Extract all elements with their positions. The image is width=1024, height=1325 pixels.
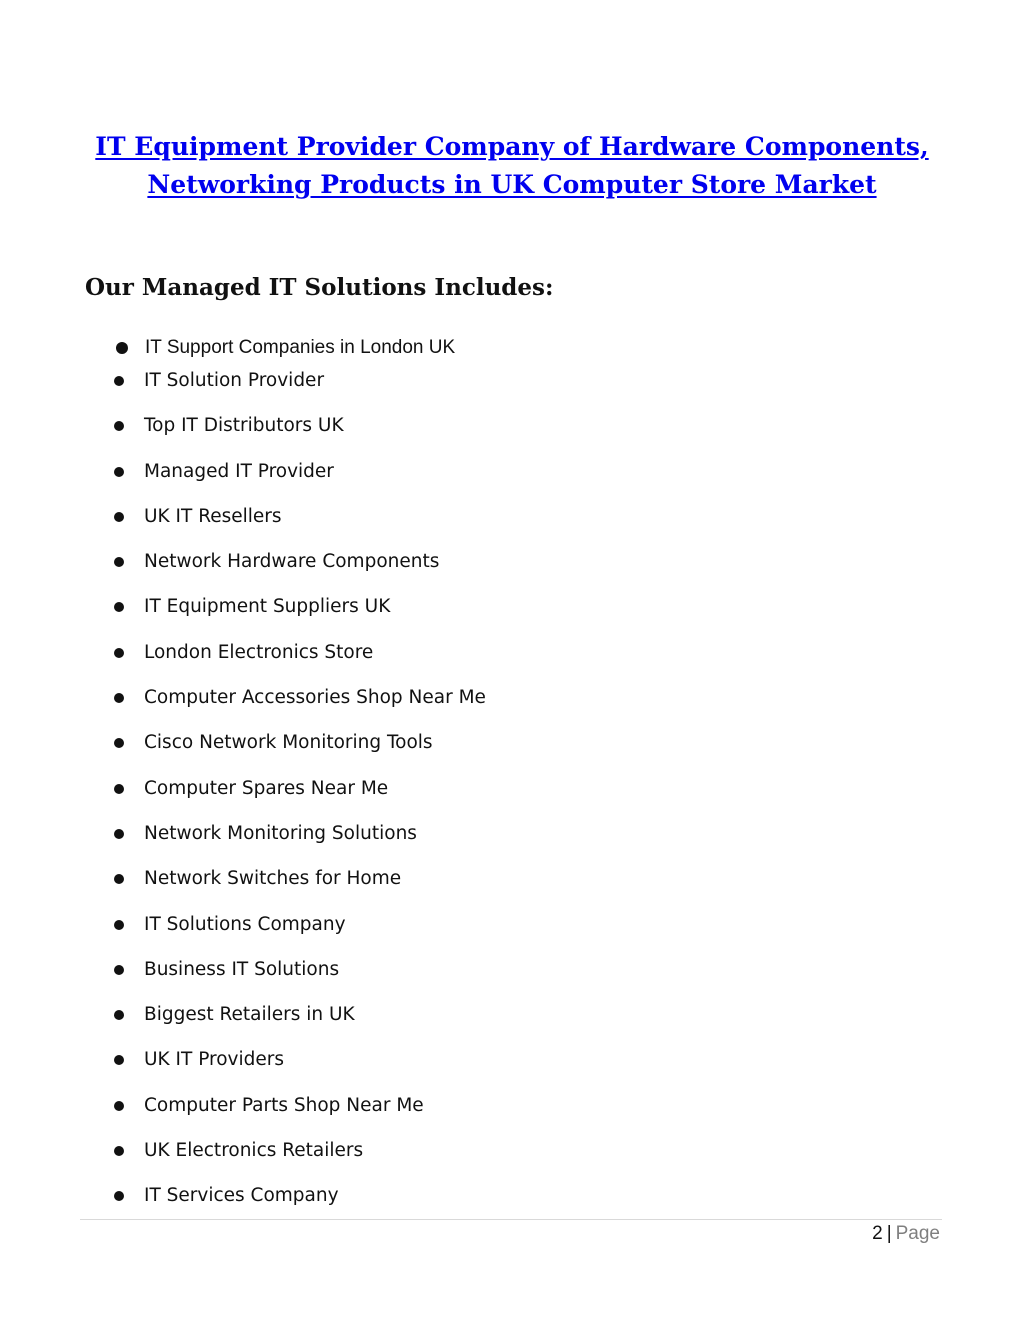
list-item-label: UK IT Resellers	[144, 505, 282, 527]
title-line-1: IT Equipment Provider Company of Hardware Components,	[95, 132, 929, 161]
page-number	[872, 1221, 940, 1247]
bullet-icon	[114, 1146, 124, 1156]
title-link[interactable]	[95, 128, 928, 204]
footer-divider	[80, 1219, 942, 1220]
bullet-icon	[114, 784, 124, 794]
list-item	[114, 638, 486, 683]
list-item-label: Computer Accessories Shop Near Me	[144, 687, 486, 709]
list-item	[114, 910, 486, 955]
list-item-label: UK Electronics Retailers	[144, 1140, 364, 1162]
page-number-value: 2	[872, 1223, 883, 1244]
bullet-icon	[114, 602, 124, 612]
list-item-label: IT Equipment Suppliers UK	[144, 596, 391, 618]
bullet-icon	[114, 920, 124, 930]
bullet-icon	[116, 342, 128, 354]
list-item	[114, 1045, 486, 1090]
solutions-list	[114, 366, 486, 1227]
list-item	[114, 1000, 486, 1045]
bullet-icon	[114, 874, 124, 884]
list-item	[114, 728, 486, 773]
bullet-icon	[114, 1055, 124, 1065]
list-item-label: Network Hardware Components	[144, 551, 440, 573]
bullet-icon	[114, 512, 124, 522]
list-item	[114, 774, 486, 819]
bullet-icon	[114, 965, 124, 975]
list-item-label: Computer Parts Shop Near Me	[144, 1094, 424, 1116]
list-item	[114, 1136, 486, 1181]
list-item-label: UK IT Providers	[144, 1049, 284, 1071]
section-heading: Our Managed IT Solutions Includes:	[85, 274, 554, 301]
list-item-label: London Electronics Store	[144, 641, 374, 663]
bullet-icon	[114, 467, 124, 477]
title-line-2: Networking Products in UK Computer Store Market	[147, 170, 877, 199]
list-item	[114, 457, 486, 502]
list-item-label: Network Switches for Home	[144, 868, 402, 890]
bullet-icon	[114, 648, 124, 658]
list-item-label: Managed IT Provider	[144, 460, 334, 482]
list-item	[114, 864, 486, 909]
list-item	[114, 955, 486, 1000]
list-item	[114, 683, 486, 728]
list-item-label: Business IT Solutions	[144, 958, 340, 980]
bullet-icon	[114, 1010, 124, 1020]
list-item-label: Biggest Retailers in UK	[144, 1004, 355, 1026]
list-item-label: IT Solutions Company	[144, 913, 346, 935]
list-item	[114, 547, 486, 592]
list-item	[114, 411, 486, 456]
list-item-label: IT Support Companies in London UK	[145, 337, 456, 358]
bullet-icon	[114, 376, 124, 386]
document-title	[0, 128, 1024, 204]
list-item-label: Top IT Distributors UK	[144, 415, 344, 437]
bullet-icon	[114, 693, 124, 703]
list-item	[114, 592, 486, 637]
bullet-icon	[114, 1191, 124, 1201]
bullet-icon	[114, 421, 124, 431]
page-number-separator: |	[886, 1223, 892, 1244]
list-item-first	[116, 335, 455, 361]
bullet-icon	[114, 829, 124, 839]
list-item-label: IT Services Company	[144, 1185, 339, 1207]
bullet-icon	[114, 557, 124, 567]
page-number-word: Page	[895, 1223, 940, 1244]
list-item	[114, 1091, 486, 1136]
list-item	[114, 819, 486, 864]
bullet-icon	[114, 1101, 124, 1111]
list-item	[114, 502, 486, 547]
list-item	[114, 366, 486, 411]
list-item-label: Cisco Network Monitoring Tools	[144, 732, 433, 754]
list-item-label: Computer Spares Near Me	[144, 777, 389, 799]
bullet-icon	[114, 738, 124, 748]
list-item-label: IT Solution Provider	[144, 370, 325, 391]
list-item-label: Network Monitoring Solutions	[144, 822, 417, 844]
